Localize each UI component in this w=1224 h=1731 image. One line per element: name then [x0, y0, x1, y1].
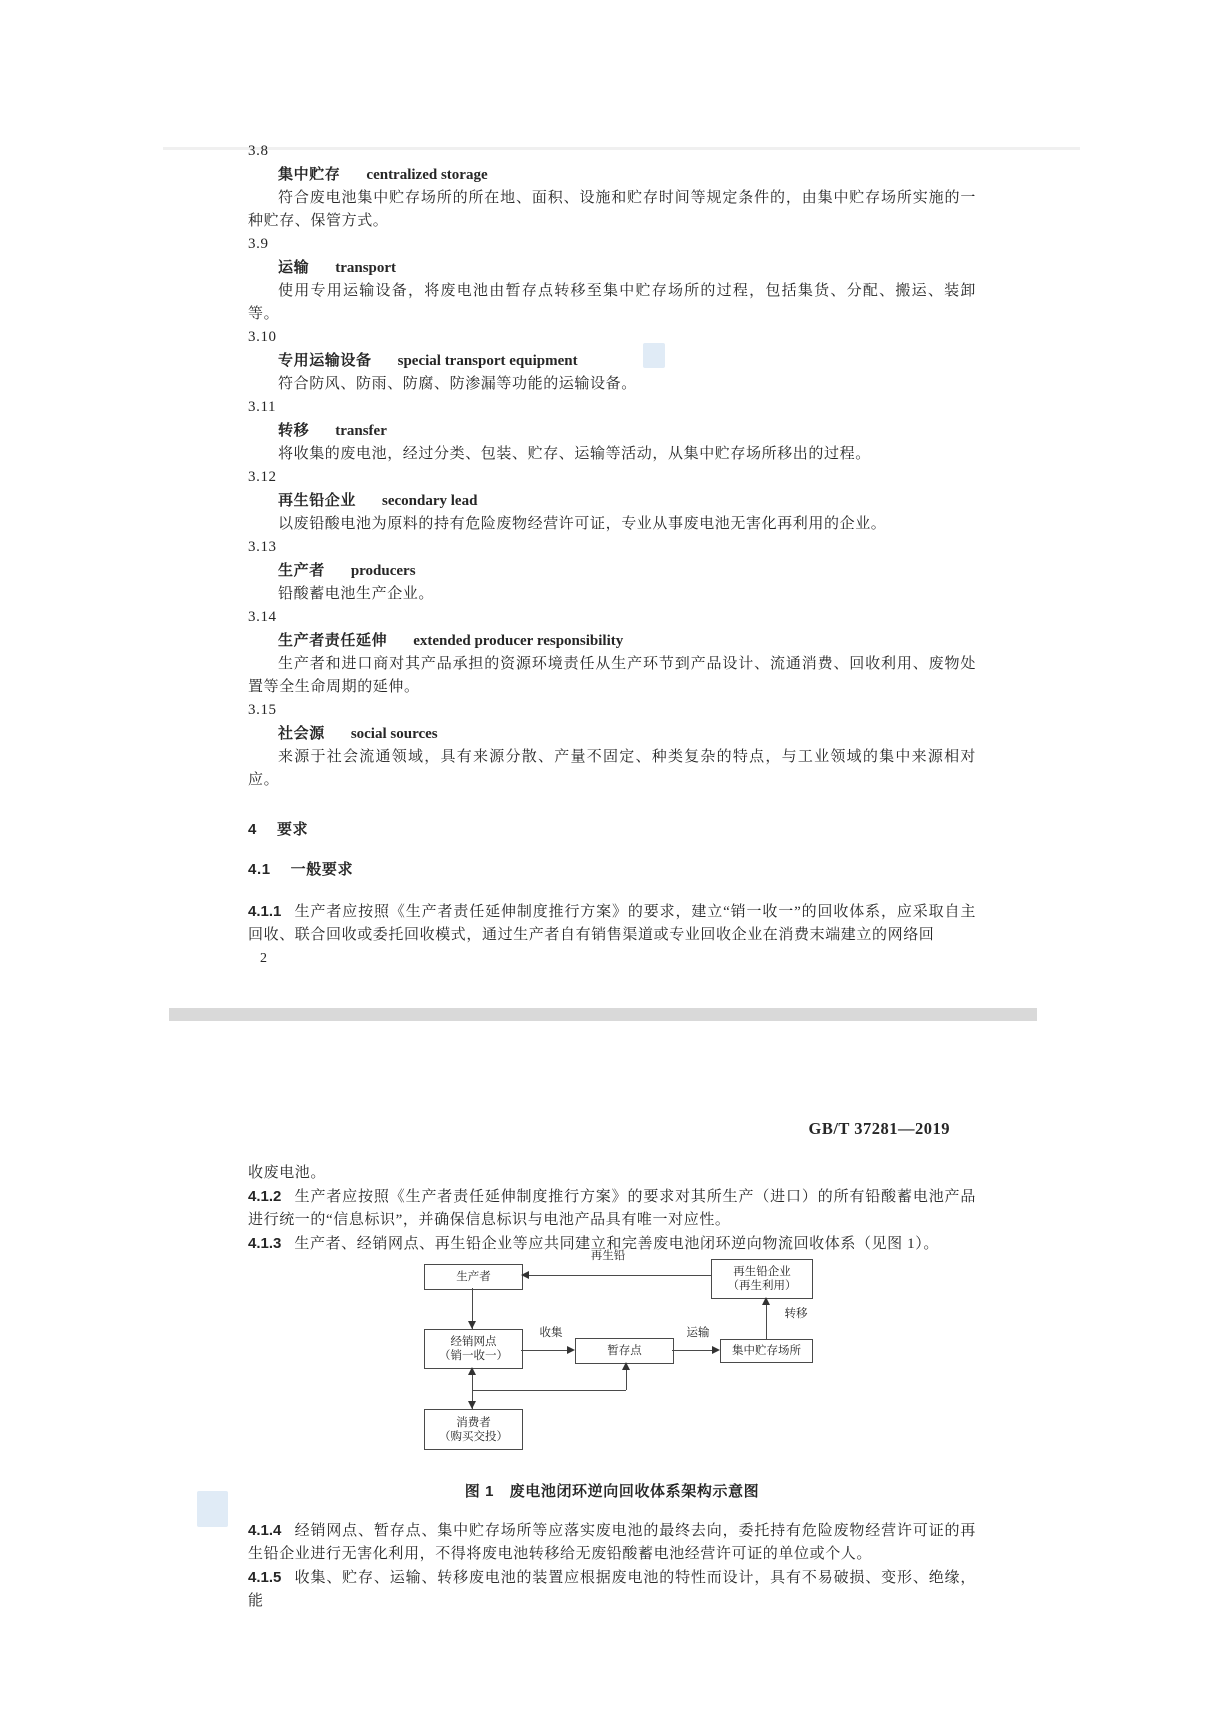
- edge-consumer-to-temp-vertical: [626, 1368, 627, 1390]
- figure-1-diagram: [248, 1250, 976, 1454]
- figure-node-distribution-outlet: [424, 1329, 523, 1369]
- term-zh: 专用运输设备: [278, 352, 372, 369]
- node-label: 生产者: [456, 1271, 491, 1283]
- term-zh: 生产者: [278, 562, 325, 579]
- term-3-12: [248, 466, 976, 536]
- edge-secondary-lead-to-producer: [528, 1275, 711, 1276]
- term-en: extended producer responsibility: [413, 633, 624, 649]
- term-definition: 将收集的废电池，经过分类、包装、贮存、运输等活动，从集中贮存场所移出的过程。: [278, 446, 871, 462]
- up-arrowhead-icon: [468, 1367, 476, 1375]
- term-number: 3.11: [248, 399, 277, 415]
- term-zh: 生产者责任延伸: [278, 632, 388, 649]
- clause-text: 生产者应按照《生产者责任延伸制度推行方案》的要求对其所生产（进口）的所有铅酸蓄电池产品进行统一的“信息标识”，并确保信息标识与电池产品具有唯一对应性。: [248, 1189, 976, 1228]
- section-number: 4: [248, 821, 257, 838]
- node-label: 集中贮存场所: [732, 1345, 801, 1357]
- clause-number: 4.1.4: [248, 1522, 282, 1539]
- page1-content: [248, 140, 976, 970]
- clause-text: 生产者、经销网点、再生铅企业等应共同建立和完善废电池闭环逆向物流回收体系（见图 1）。: [294, 1236, 939, 1252]
- term-heading: [248, 349, 976, 373]
- section-title: 一般要求: [290, 861, 354, 878]
- term-en: special transport equipment: [397, 353, 578, 369]
- node-label: （购买交投）: [439, 1430, 508, 1443]
- clause-number: 4.1.2: [248, 1188, 282, 1205]
- page-number: 2: [260, 951, 268, 966]
- term-number: 3.10: [248, 329, 277, 345]
- scan-artifact-watermark: [197, 1491, 228, 1527]
- term-3-10: [248, 326, 976, 396]
- node-label: （销一收一）: [439, 1350, 508, 1362]
- term-heading: [248, 629, 976, 653]
- term-3-13: [248, 536, 976, 606]
- up-arrowhead-icon: [762, 1297, 770, 1305]
- term-en: centralized storage: [366, 167, 488, 183]
- edge-central-to-secondary: [766, 1303, 767, 1339]
- clause-4-1-1: [248, 900, 976, 947]
- term-number: 3.15: [248, 702, 277, 718]
- term-definition: 符合防风、防雨、防腐、防渗漏等功能的运输设备。: [278, 376, 637, 392]
- left-arrowhead-icon: [521, 1271, 529, 1279]
- term-3-9: [248, 233, 976, 326]
- section-title: 要求: [276, 821, 309, 838]
- figure-node-producer: [424, 1264, 523, 1290]
- term-definition: 符合废电池集中贮存场所的所在地、面积、设施和贮存时间等规定条件的，由集中贮存场所实施的一种贮存、保管方式。: [248, 190, 976, 229]
- term-number: 3.12: [248, 469, 277, 485]
- term-zh: 运输: [278, 259, 310, 276]
- term-en: producers: [350, 563, 416, 579]
- edge-label-collect: 收集: [539, 1327, 563, 1339]
- figure-node-temporary-storage-point: [575, 1338, 674, 1364]
- term-heading: [248, 163, 976, 187]
- term-en: transport: [335, 260, 397, 276]
- node-label: 再生铅企业: [733, 1266, 791, 1278]
- term-en: transfer: [335, 423, 387, 439]
- down-arrowhead-icon: [468, 1321, 476, 1329]
- node-label: （再生利用）: [727, 1280, 797, 1292]
- term-3-14: [248, 606, 976, 699]
- section-number: 4.1: [248, 861, 271, 878]
- term-heading: [248, 489, 976, 513]
- term-definition: 以废铅酸电池为原料的持有危险废物经营许可证，专业从事废电池无害化再利用的企业。: [278, 516, 887, 532]
- clause-number: 4.1.5: [248, 1569, 282, 1586]
- clause-4-1-5: [248, 1566, 976, 1613]
- term-number: 3.9: [248, 236, 269, 252]
- clause-4-1-4: [248, 1519, 976, 1566]
- section-heading-4-1: [248, 858, 976, 881]
- edge-label-transfer: 转移: [784, 1308, 808, 1320]
- term-en: social sources: [350, 726, 438, 742]
- figure-1-caption: 图 1 废电池闭环逆向回收体系架构示意图: [464, 1483, 760, 1500]
- term-zh: 社会源: [278, 725, 325, 742]
- term-heading: [248, 256, 976, 280]
- node-label: 消费者: [456, 1416, 491, 1429]
- term-number: 3.8: [248, 143, 269, 159]
- term-3-8: [248, 140, 976, 233]
- term-definition: 生产者和进口商对其产品承担的资源环境责任从生产环节到产品设计、流通消费、回收利用、废物处置等全生命周期的延伸。: [248, 656, 976, 695]
- edge-label-secondary-lead: 再生铅: [590, 1250, 626, 1262]
- term-zh: 集中贮存: [278, 166, 341, 183]
- continuation-text: 收废电池。: [248, 1165, 327, 1181]
- clause-number: 4.1.3: [248, 1235, 282, 1252]
- clause-text: 经销网点、暂存点、集中贮存场所等应落实废电池的最终去向，委托持有危险废物经营许可证的再生铅企业进行无害化利用，不得将废电池转移给无废铅酸蓄电池经营许可证的单位或个人。: [248, 1523, 976, 1562]
- node-label: 暂存点: [607, 1345, 642, 1357]
- clause-text: 生产者应按照《生产者责任延伸制度推行方案》的要求，建立“销一收一”的回收体系，应采取自主回收、联合回收或委托回收模式，通过生产者自有销售渠道或专业回收企业在消费末端建立的网络回: [248, 904, 976, 943]
- term-heading: [248, 419, 976, 443]
- clause-number: 4.1.1: [248, 903, 282, 920]
- term-definition: 来源于社会流通领域，具有来源分散、产量不固定、种类复杂的特点，与工业领域的集中来源相对应。: [248, 749, 976, 788]
- edge-temp-to-central: [672, 1350, 714, 1351]
- term-3-11: [248, 396, 976, 466]
- clause-text: 收集、贮存、运输、转移废电池的装置应根据废电池的特性而设计，具有不易破损、变形、绝缘，能: [248, 1570, 976, 1609]
- clause-4-1-2: [248, 1185, 976, 1232]
- right-arrowhead-icon: [567, 1346, 575, 1354]
- term-number: 3.14: [248, 609, 277, 625]
- right-arrowhead-icon: [712, 1346, 720, 1354]
- term-heading: [248, 559, 976, 583]
- down-arrowhead-icon: [468, 1401, 476, 1409]
- term-zh: 再生铅企业: [278, 492, 357, 509]
- up-arrowhead-icon: [622, 1362, 630, 1370]
- term-heading: [248, 722, 976, 746]
- edge-label-transport: 运输: [686, 1327, 710, 1339]
- section-heading-4: [248, 818, 976, 841]
- figure-node-consumer: [424, 1409, 523, 1450]
- term-definition: 铅酸蓄电池生产企业。: [278, 586, 435, 602]
- figure-node-secondary-lead-enterprise: [711, 1259, 813, 1299]
- edge-distribution-to-temp: [521, 1350, 570, 1351]
- term-en: secondary lead: [382, 493, 478, 509]
- figure-node-central-storage-site: [720, 1339, 813, 1363]
- edge-consumer-to-temp-horizontal: [472, 1390, 626, 1391]
- node-label: 经销网点: [450, 1336, 497, 1348]
- page2-content: [248, 1117, 976, 1613]
- term-3-15: [248, 699, 976, 792]
- term-zh: 转移: [278, 422, 310, 439]
- term-definition: 使用专用运输设备，将废电池由暂存点转移至集中贮存场所的过程，包括集货、分配、搬运、装卸等。: [248, 283, 976, 322]
- term-number: 3.13: [248, 539, 277, 555]
- standard-code-header: GB/T 37281—2019: [808, 1119, 950, 1138]
- page-separator-bar: [169, 1008, 1037, 1021]
